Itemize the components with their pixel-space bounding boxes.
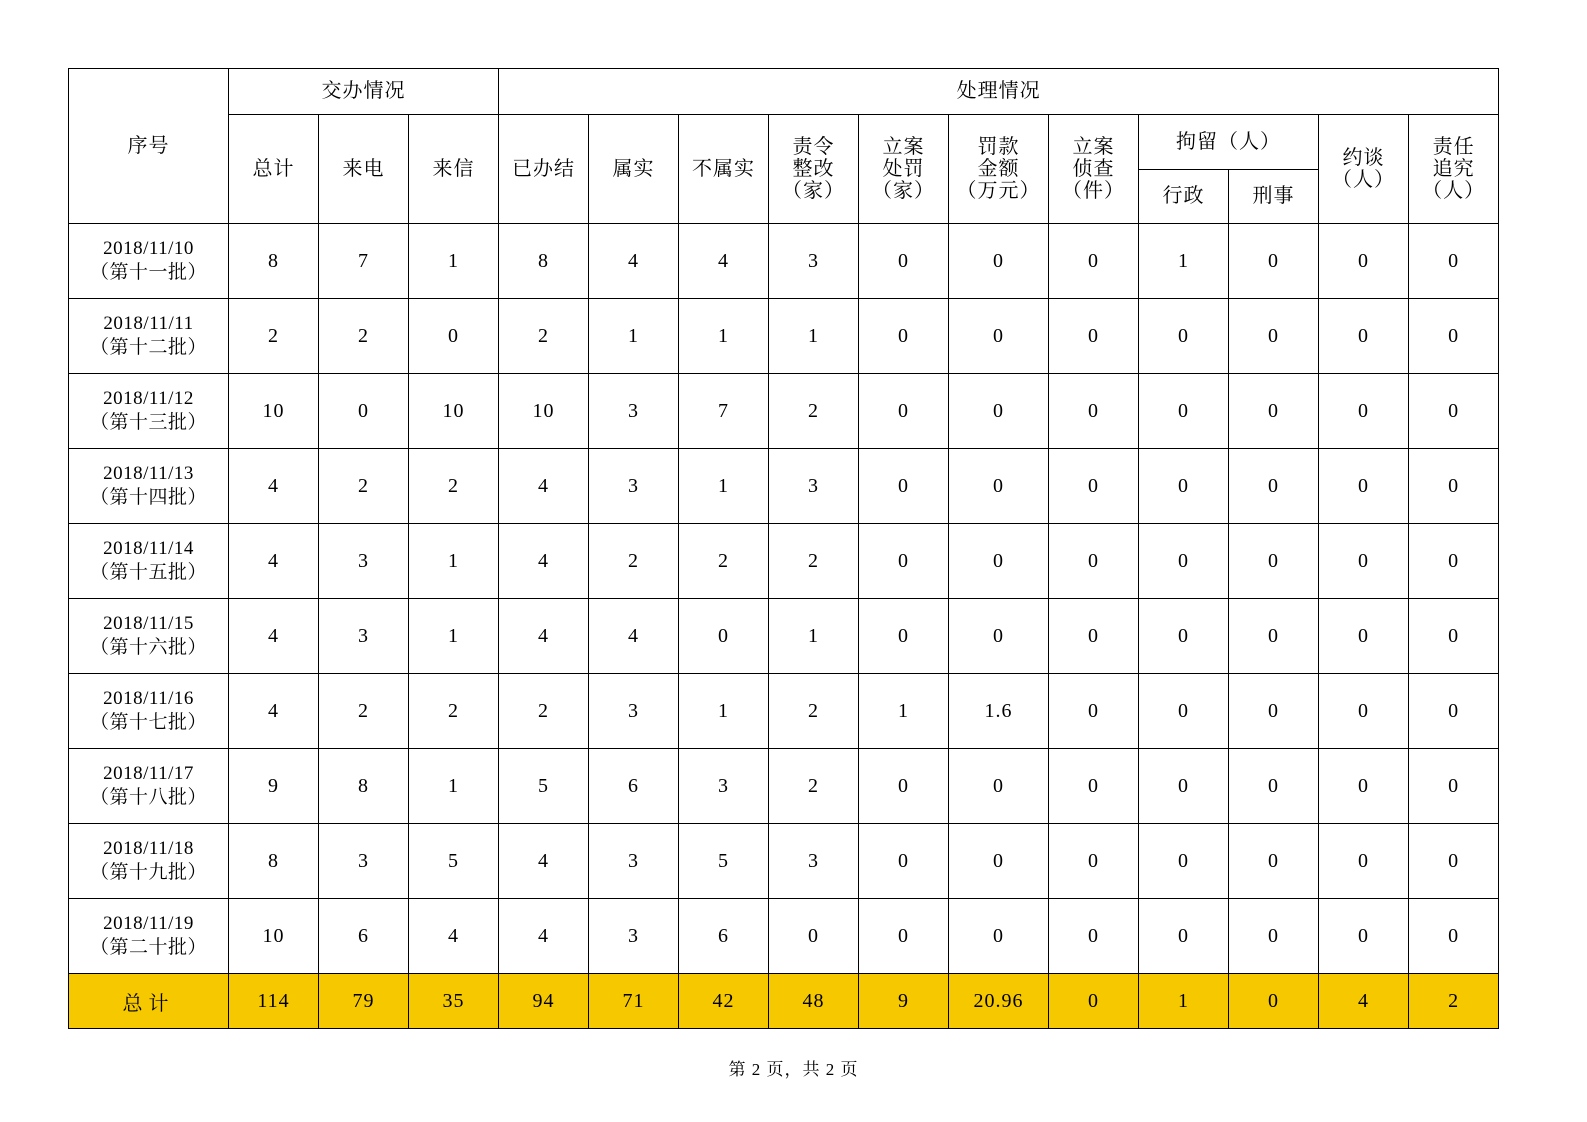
header-col-closed: 已办结 <box>499 115 589 224</box>
header-col-fine-amount-l1: 罚款 <box>977 136 1020 158</box>
row-date-cell <box>69 899 229 974</box>
header-col-detention-admin: 行政 <box>1139 169 1229 224</box>
header-col-penalty-case <box>859 115 949 224</box>
row-batch: （第二十批） <box>89 937 207 958</box>
table-cell: 0 <box>1139 449 1229 524</box>
table-cell: 0 <box>1409 524 1499 599</box>
row-date-cell <box>69 224 229 299</box>
header-col-letter: 来信 <box>409 115 499 224</box>
header-col-fine-amount-l3: （万元） <box>956 180 1041 202</box>
total-cell: 48 <box>769 974 859 1029</box>
table-cell: 0 <box>859 374 949 449</box>
total-cell: 20.96 <box>949 974 1049 1029</box>
table-cell: 4 <box>409 899 499 974</box>
header-row-sub <box>69 115 1499 170</box>
total-cell: 71 <box>589 974 679 1029</box>
header-col-total: 总计 <box>229 115 319 224</box>
table-cell: 0 <box>1139 749 1229 824</box>
table-cell: 0 <box>1229 524 1319 599</box>
table-cell: 0 <box>1319 374 1409 449</box>
table-cell: 3 <box>769 224 859 299</box>
table-body <box>69 224 1499 1029</box>
table-row <box>69 899 1499 974</box>
header-col-accountability <box>1409 115 1499 224</box>
table-cell: 0 <box>1229 899 1319 974</box>
header-col-investigation-l1: 立案 <box>1072 136 1115 158</box>
row-date: 2018/11/10 <box>103 238 194 260</box>
table-cell: 0 <box>1229 299 1319 374</box>
table-cell: 10 <box>409 374 499 449</box>
table-cell: 0 <box>1049 524 1139 599</box>
header-col-call: 来电 <box>319 115 409 224</box>
table-cell: 1 <box>409 599 499 674</box>
table-cell: 0 <box>409 299 499 374</box>
table-cell: 8 <box>229 824 319 899</box>
table-cell: 0 <box>859 449 949 524</box>
table-cell: 4 <box>229 449 319 524</box>
header-col-accountability-l1: 责任 <box>1432 136 1475 158</box>
table-cell: 4 <box>229 674 319 749</box>
header-seq: 序号 <box>69 69 229 224</box>
table-cell: 2 <box>769 374 859 449</box>
table-cell: 0 <box>859 224 949 299</box>
total-cell: 0 <box>1049 974 1139 1029</box>
row-batch: （第十三批） <box>89 412 207 433</box>
row-date-cell <box>69 824 229 899</box>
table-cell: 3 <box>589 449 679 524</box>
table-cell: 0 <box>859 599 949 674</box>
header-col-true: 属实 <box>589 115 679 224</box>
header-group-assign: 交办情况 <box>229 69 499 115</box>
row-date: 2018/11/19 <box>103 913 194 935</box>
table-cell: 0 <box>1319 299 1409 374</box>
row-date-cell <box>69 599 229 674</box>
table-cell: 2 <box>319 674 409 749</box>
header-col-fine-amount <box>949 115 1049 224</box>
total-cell: 94 <box>499 974 589 1029</box>
table-cell: 0 <box>1049 374 1139 449</box>
table-row <box>69 674 1499 749</box>
page-footer: 第 2 页，共 2 页 <box>728 1060 859 1079</box>
report-table <box>68 68 1499 1029</box>
table-cell: 0 <box>1049 224 1139 299</box>
table-cell: 0 <box>1049 674 1139 749</box>
total-cell: 79 <box>319 974 409 1029</box>
table-cell: 0 <box>1319 899 1409 974</box>
header-col-detention-criminal: 刑事 <box>1229 169 1319 224</box>
table-cell: 4 <box>589 224 679 299</box>
header-col-fine-amount-l2: 金额 <box>977 158 1020 180</box>
table-cell: 1 <box>409 749 499 824</box>
header-col-interview-l2: （人） <box>1332 169 1396 191</box>
table-cell: 1 <box>859 674 949 749</box>
row-date: 2018/11/15 <box>103 613 194 635</box>
table-cell: 0 <box>1139 524 1229 599</box>
row-date: 2018/11/13 <box>103 463 194 485</box>
table-cell: 0 <box>769 899 859 974</box>
table-cell: 0 <box>949 899 1049 974</box>
table-cell: 4 <box>499 599 589 674</box>
header-col-penalty-case-l1: 立案 <box>882 136 925 158</box>
table-cell: 0 <box>679 599 769 674</box>
table-cell: 0 <box>1229 674 1319 749</box>
table-cell: 10 <box>499 374 589 449</box>
table-cell: 1 <box>769 299 859 374</box>
table-cell: 3 <box>679 749 769 824</box>
table-cell: 2 <box>589 524 679 599</box>
header-col-rectification-l2: 整改 <box>792 158 835 180</box>
table-cell: 9 <box>229 749 319 824</box>
table-cell: 0 <box>1049 749 1139 824</box>
table-cell: 0 <box>859 899 949 974</box>
table-cell: 4 <box>589 599 679 674</box>
table-cell: 0 <box>1049 824 1139 899</box>
table-cell: 0 <box>1229 449 1319 524</box>
table-cell: 0 <box>1409 224 1499 299</box>
table-cell: 0 <box>319 374 409 449</box>
table-cell: 1 <box>769 599 859 674</box>
table-cell: 0 <box>1409 824 1499 899</box>
table-cell: 2 <box>319 449 409 524</box>
table-cell: 1 <box>409 524 499 599</box>
table-cell: 6 <box>589 749 679 824</box>
total-cell: 42 <box>679 974 769 1029</box>
header-col-investigation-l2: 侦查 <box>1072 158 1115 180</box>
table-cell: 0 <box>1409 599 1499 674</box>
table-cell: 2 <box>229 299 319 374</box>
table-cell: 0 <box>1229 599 1319 674</box>
table-cell: 5 <box>409 824 499 899</box>
table-cell: 3 <box>769 449 859 524</box>
total-cell: 1 <box>1139 974 1229 1029</box>
table-cell: 0 <box>1139 374 1229 449</box>
row-date: 2018/11/11 <box>103 313 194 335</box>
table-cell: 3 <box>319 524 409 599</box>
table-cell: 2 <box>769 524 859 599</box>
header-col-accountability-l2: 追究 <box>1432 158 1475 180</box>
table-cell: 0 <box>949 374 1049 449</box>
table-cell: 0 <box>949 524 1049 599</box>
table-cell: 2 <box>679 524 769 599</box>
row-batch: （第十一批） <box>89 262 207 283</box>
table-row <box>69 749 1499 824</box>
table-cell: 4 <box>229 524 319 599</box>
table-cell: 3 <box>319 824 409 899</box>
table-cell: 0 <box>1229 824 1319 899</box>
table-row <box>69 299 1499 374</box>
table-cell: 1 <box>589 299 679 374</box>
table-cell: 2 <box>769 749 859 824</box>
row-batch: （第十七批） <box>89 712 207 733</box>
table-cell: 2 <box>409 674 499 749</box>
table-cell: 1 <box>1139 224 1229 299</box>
table-cell: 0 <box>1319 599 1409 674</box>
table-cell: 2 <box>769 674 859 749</box>
table-cell: 0 <box>1319 224 1409 299</box>
table-cell: 0 <box>949 749 1049 824</box>
header-col-false: 不属实 <box>679 115 769 224</box>
row-date-cell <box>69 674 229 749</box>
row-batch: （第十五批） <box>89 562 207 583</box>
table-cell: 10 <box>229 374 319 449</box>
table-cell: 5 <box>499 749 589 824</box>
table-cell: 4 <box>499 824 589 899</box>
table-cell: 1 <box>679 674 769 749</box>
table-cell: 3 <box>589 674 679 749</box>
header-col-detention: 拘留（人） <box>1139 115 1319 170</box>
total-cell: 35 <box>409 974 499 1029</box>
table-cell: 0 <box>859 749 949 824</box>
header-col-penalty-case-l2: 处罚 <box>882 158 925 180</box>
total-cell: 4 <box>1319 974 1409 1029</box>
table-cell: 0 <box>949 224 1049 299</box>
table-cell: 6 <box>679 899 769 974</box>
header-col-interview-l1: 约谈 <box>1342 147 1385 169</box>
table-cell: 3 <box>589 824 679 899</box>
table-cell: 8 <box>499 224 589 299</box>
table-cell: 4 <box>229 599 319 674</box>
row-date-cell <box>69 374 229 449</box>
row-batch: （第十九批） <box>89 862 207 883</box>
report-table-container <box>68 68 1488 1029</box>
table-cell: 0 <box>949 824 1049 899</box>
table-cell: 8 <box>229 224 319 299</box>
table-cell: 0 <box>1319 449 1409 524</box>
header-col-rectification-l3: （家） <box>782 180 846 202</box>
row-date-cell <box>69 449 229 524</box>
table-cell: 10 <box>229 899 319 974</box>
total-cell: 114 <box>229 974 319 1029</box>
table-cell: 0 <box>1319 749 1409 824</box>
table-cell: 0 <box>1409 374 1499 449</box>
table-cell: 0 <box>1409 674 1499 749</box>
table-cell: 3 <box>589 374 679 449</box>
row-date: 2018/11/14 <box>103 538 194 560</box>
row-date: 2018/11/12 <box>103 388 194 410</box>
row-date: 2018/11/16 <box>103 688 194 710</box>
header-col-interview <box>1319 115 1409 224</box>
table-cell: 8 <box>319 749 409 824</box>
table-cell: 0 <box>859 824 949 899</box>
table-cell: 0 <box>1139 824 1229 899</box>
table-cell: 0 <box>1229 749 1319 824</box>
row-date: 2018/11/18 <box>103 838 194 860</box>
total-label: 总计 <box>69 974 229 1029</box>
table-row <box>69 599 1499 674</box>
table-cell: 7 <box>319 224 409 299</box>
row-batch: （第十四批） <box>89 487 207 508</box>
header-row-top <box>69 69 1499 115</box>
table-cell: 3 <box>769 824 859 899</box>
header-col-penalty-case-l3: （家） <box>872 180 936 202</box>
table-row <box>69 824 1499 899</box>
table-cell: 2 <box>499 299 589 374</box>
table-cell: 7 <box>679 374 769 449</box>
table-cell: 1.6 <box>949 674 1049 749</box>
table-cell: 6 <box>319 899 409 974</box>
table-cell: 4 <box>679 224 769 299</box>
table-cell: 0 <box>1409 449 1499 524</box>
header-col-investigation <box>1049 115 1139 224</box>
table-cell: 4 <box>499 899 589 974</box>
table-cell: 0 <box>1049 599 1139 674</box>
table-cell: 0 <box>1229 374 1319 449</box>
table-cell: 0 <box>859 299 949 374</box>
table-cell: 0 <box>1409 749 1499 824</box>
header-col-rectification <box>769 115 859 224</box>
table-cell: 0 <box>1139 674 1229 749</box>
table-cell: 2 <box>409 449 499 524</box>
table-row <box>69 524 1499 599</box>
table-total-row <box>69 974 1499 1029</box>
row-date: 2018/11/17 <box>103 763 194 785</box>
table-cell: 4 <box>499 449 589 524</box>
table-cell: 0 <box>1049 299 1139 374</box>
header-col-investigation-l3: （件） <box>1062 180 1126 202</box>
table-header <box>69 69 1499 224</box>
table-cell: 1 <box>679 449 769 524</box>
row-batch: （第十二批） <box>89 337 207 358</box>
table-cell: 2 <box>319 299 409 374</box>
table-cell: 1 <box>409 224 499 299</box>
table-cell: 0 <box>1319 524 1409 599</box>
table-cell: 0 <box>1319 674 1409 749</box>
header-col-rectification-l1: 责令 <box>792 136 835 158</box>
table-row <box>69 374 1499 449</box>
table-cell: 0 <box>949 299 1049 374</box>
total-cell: 2 <box>1409 974 1499 1029</box>
table-cell: 1 <box>679 299 769 374</box>
row-date-cell <box>69 299 229 374</box>
table-row <box>69 449 1499 524</box>
table-cell: 0 <box>1139 599 1229 674</box>
total-cell: 9 <box>859 974 949 1029</box>
table-cell: 0 <box>859 524 949 599</box>
table-cell: 0 <box>1139 899 1229 974</box>
table-cell: 0 <box>1049 449 1139 524</box>
header-col-accountability-l3: （人） <box>1422 180 1486 202</box>
table-cell: 0 <box>949 599 1049 674</box>
table-cell: 4 <box>499 524 589 599</box>
table-cell: 0 <box>1049 899 1139 974</box>
table-cell: 5 <box>679 824 769 899</box>
table-cell: 0 <box>1139 299 1229 374</box>
row-date-cell <box>69 749 229 824</box>
total-cell: 0 <box>1229 974 1319 1029</box>
header-group-handle: 处理情况 <box>499 69 1499 115</box>
table-cell: 0 <box>1229 224 1319 299</box>
table-cell: 2 <box>499 674 589 749</box>
table-cell: 0 <box>1409 899 1499 974</box>
table-cell: 0 <box>1319 824 1409 899</box>
row-date-cell <box>69 524 229 599</box>
row-batch: （第十六批） <box>89 637 207 658</box>
table-cell: 3 <box>319 599 409 674</box>
table-cell: 3 <box>589 899 679 974</box>
table-cell: 0 <box>1409 299 1499 374</box>
row-batch: （第十八批） <box>89 787 207 808</box>
table-row <box>69 224 1499 299</box>
table-cell: 0 <box>949 449 1049 524</box>
